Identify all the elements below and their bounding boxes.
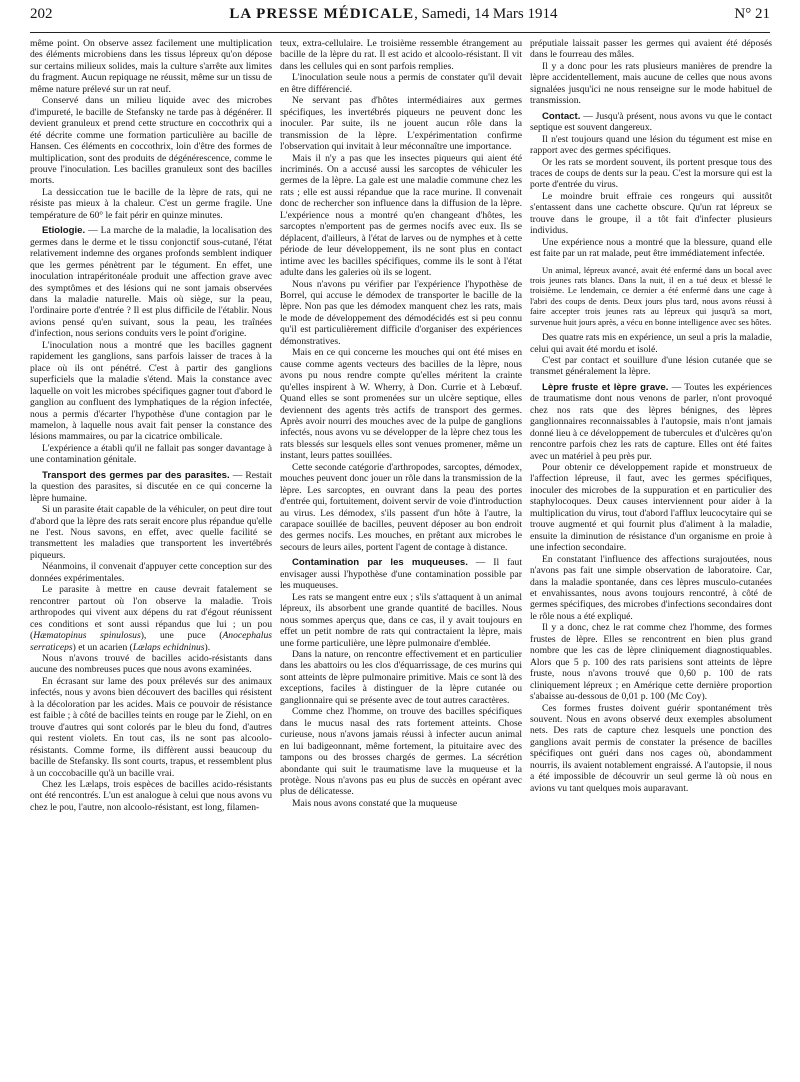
paragraph: L'inoculation nous a montré que les bacilles gagnent rapidement les ganglions, sans parfois laisser de traces à la place où ils ont pénétré. C'est à partir des ganglions superficiels que la maladie s'étend. Mais la constance avec laquelle on voit les microbes spécifiques gagner tout d'abord le ganglion au confluent des lymphatiques de la région infectée, nous a permis d'écarter l'hypothèse d'une contagion par le mamelon, à laquelle nous avait fait penser la constance des lésions mammaires, ou par la cicatrice ombilicale. xyxy=(30,339,272,443)
column-middle xyxy=(280,38,522,1074)
paragraph: Cette seconde catégorie d'arthropodes, sarcoptes, démodex, mouches peuvent donc jouer un rôle dans la transmission de la lèpre. Les sarcoptes, en ouvrant dans la peau des portes d'entrée qui, fortuitement, doivent servir de voie d'introduction au virus. Les démodex, s'ils passent d'un hôte à l'autre, la carapace souillée de bacilles, peuvent déposer au bon endroit des germes nocifs. Les mouches, en prêtant aux microbes le secours de leurs ailes, portent l'agent de contage à distance. xyxy=(280,461,522,553)
section-heading: Contamination par les muqueuses. xyxy=(292,557,468,569)
paragraph: Mais il n'y a pas que les insectes piqueurs qui aient été incriminés. On a accusé aussi les sarcoptes de véhiculer les germes de la lèpre. La gale est une maladie commune chez les rats ; elle est aussi répandue que la race murine. Il convenait donc de rechercher son influence dans la diffusion de la lèpre. L'expérience nous a montré qu'en changeant d'hôtes, les sarcoptes n'emportent pas de germes nocifs avec eux. Ils se déplacent, d'ailleurs, à l'état de larves ou de nymphes et à cette période de leur développement, ils ne sont plus en contact intime avec les bacilles spécifiques, comme ils le sont à l'état adulte dans les galeries où ils se logent. xyxy=(280,152,522,279)
paragraph: teux, extra-cellulaire. Le troisième ressemble étrangement au bacille de la lèpre du rat. Il est acido et alcoolo-résistant. Il vit dans les cellules qui en sont parfois remplies. xyxy=(280,38,522,72)
paragraph: Conservé dans un milieu liquide avec des microbes d'impureté, le bacille de Stefansky ne tarde pas à dégénérer. Il devient granuleux et prend cette structure en coccothrix qui a été décrite comme une formation particulière au bacille de Hansen. Ces éléments en coccothrix, loin d'être des formes de multiplication, sont des produits de dégénérescence, comme le prouve l'inoculation. Les bacilles granuleux sont des bacilles morts. xyxy=(30,95,272,187)
paragraph: Nous n'avons trouvé de bacilles acido-résistants dans aucune des nombreuses puces que nous avons examinées. xyxy=(30,653,272,676)
paragraph: Il n'est toujours quand une lésion du tégument est mise en rapport avec des germes spécifiques. xyxy=(530,133,772,157)
section-paragraph: Transport des germes par des parasites. — Restait la question des parasites, si discutée en ce qui concerne la lèpre humaine. xyxy=(30,469,272,504)
paragraph: Dans la nature, on rencontre effectivement et en particulier dans les abattoirs ou les clos d'équarrissage, de ces murins qui sont atteints de lèpre pulmonaire primitive. Mais ce sont là des exceptions, faciles à distinguer de la lèpre cutanée ou ganglionnaire qui se présente avec de tout autres caractères. xyxy=(280,649,522,706)
paragraph: Pour obtenir ce développement rapide et monstrueux de l'affection lépreuse, il faut, avec les germes spécifiques, inoculer des microbes de la suppuration et en particulier des staphylocoques. Deux causes interviennent pour aider à la multiplication du virus, tout d'abord l'afflux leucocytaire qui se trouve augmenté et qui fournit plus d'aliment à la maladie, ensuite la diminution de résistance d'un organisme en proie à une infection secondaire. xyxy=(530,462,772,554)
paragraph: Ne servant pas d'hôtes intermédiaires aux germes spécifiques, les invertébrés piqueurs ne peuvent donc les inoculer. Par suite, ils ne jouent aucun rôle dans la transmission de la lèpre. L'expérimentation confirme l'observation qui invitait à leur méconnaître une importance. xyxy=(280,95,522,153)
paragraph: Il y a donc pour les rats plusieurs manières de prendre la lèpre accidentellement, mais aucune de celles que nous avons signalées jusqu'ici ne nous renseigne sur le mode habituel de transmission. xyxy=(530,60,772,107)
paragraph: Or les rats se mordent souvent, ils portent presque tous des traces de coups de dents sur la peau. C'est la morsure qui est la porte d'entrée du virus. xyxy=(530,156,772,191)
section-paragraph: Lèpre fruste et lèpre grave. — Toutes les expériences de traumatisme dont nous venons de parler, n'ont provoqué chez nos rats que des lèpres bénignes, des lèpres ganglionnaires reconnaissables à l'autopsie, mais n'ont jamais donné lieu à ce développement de tubercules et d'ulcères qu'on rencontre parfois chez les rats de capture. Elles ont été faites avec un matériel à peu près pur. xyxy=(530,381,772,462)
paragraph: Chez les Lælaps, trois espèces de bacilles acido-résistants ont été rencontrés. L'un est analogue à celui que nous avons vu chez le pou, l'autre, non alcoolo-résistant, est long, filamen- xyxy=(30,779,272,813)
issue-number: N° 21 xyxy=(734,6,770,22)
paragraph: En constatant l'influence des affections surajoutées, nous n'avons pas fait une simple observation de laboratoire. Car, dans la maladie spontanée, dans ces lèpres musculo-cutanées et envahissantes, nous avons toujours rencontré, à côté de germes spécifiques, des microbes d'infections secondaires dont le rôle nous a été expliqué. xyxy=(530,553,772,622)
paragraph: L'expérience a établi qu'il ne fallait pas songer davantage à une contamination génitale. xyxy=(30,442,272,466)
paragraph: Une expérience nous a montré que la blessure, quand elle est faite par un rat malade, peut être immédiatement infectée. xyxy=(530,236,772,260)
section-heading: Transport des germes par des parasites. xyxy=(42,469,230,481)
paragraph: En écrasant sur lame des poux prélevés sur des animaux infectés, nous y avons bien découvert des bacilles qui résistent à la décoloration par les acides. Mais ce pouvoir de résistance est faible ; à côté de bacilles teints en rouge par le Ziehl, on en trouve d'autres qui sont colorés par le bleu du fond, d'autres qui restent violets. En tout cas, ils ne sont pas alcoolo-résistants. Comme forme, ils diffèrent aussi beaucoup du bacille de Stefansky. Ils sont courts, trapus, et ressemblent plus à un coccobacille qu'à un bacille vrai. xyxy=(30,675,272,779)
section-heading: Etiologie. xyxy=(42,225,86,237)
paragraph: La dessiccation tue le bacille de la lèpre de rats, qui ne résiste pas mieux à la chaleur. C'est un germe fragile. Une température de 60° le fait périr en quinze minutes. xyxy=(30,186,272,221)
paragraph: Les rats se mangent entre eux ; s'ils s'attaquent à un animal lépreux, ils absorbent une grande quantité de bacilles. Nous nous sommes aperçus que, dans ce cas, il y avait toujours en effet un petit nombre de rats qui contractaient la lèpre, mais une forme particulière, une lèpre pulmonaire d'emblée. xyxy=(280,591,522,649)
paragraph: Il y a donc, chez le rat comme chez l'homme, des formes frustes de lèpre. Elles se rencontrent en bien plus grand nombre que les cas de lèpre cliniquement diagnostiquables. Alors que 5 p. 100 des rats parisiens sont atteints de lèpre fruste, nous n'avons trouvé que 0,60 p. 100 de rats cliniquement lépreux ; en Amérique cette dernière proportion s'abaisse au-dessous de 0,01 p. 100 (Mc Coy). xyxy=(530,622,772,703)
paragraph: Le parasite à mettre en cause devrait fatalement se rencontrer partout où l'on observe la maladie. Trois arthropodes qui vivent aux dépens du rat d'égout réunissent ces conditions et sont aussi répandus que lui ; un pou (Hæmatopinus spinulosus), une puce (Anocephalus serraticeps) et un acarien (Lælaps echidninus). xyxy=(30,584,272,653)
paragraph: L'inoculation seule nous a permis de constater qu'il devait en être différencié. xyxy=(280,72,522,95)
paragraph: Ces formes frustes doivent guérir spontanément très souvent. Nous en avons observé deux exemples absolument nets. Des rats de capture chez lesquels une ponction des ganglions avait permis de constater la présence de bacilles spécifiques ont guéri dans nos cages où, abondamment nourris, ils avaient notablement engraissé. A l'autopsie, il nous a été impossible de découvrir un seul germe là où nous en avions vu tant quelques mois auparavant. xyxy=(530,702,772,794)
paragraph: Si un parasite était capable de la véhiculer, on peut dire tout d'abord que la lèpre des rats serait encore plus répandue qu'elle ne l'est. Nous savons, en effet, avec quelle facilité se transmettent les maladies que transportent les invertébrés piqueurs. xyxy=(30,504,272,561)
section-paragraph: Contamination par les muqueuses. — Il faut envisager aussi l'hypothèse d'une contamination possible par les muqueuses. xyxy=(280,557,522,592)
paragraph: Comme chez l'homme, on trouve des bacilles spécifiques dans le mucus nasal des rats fortement atteints. Chose curieuse, nous n'avons jamais réussi à infecter aucun animal en lui badigeonnant, même fortement, la pituitaire avec des tampons ou des brosses chargés de germes. La sécrétion abondante qui suit le traumatisme lave la muqueuse et la protège. Nous n'avons pas eu plus de succès en opérant avec plus de délicatesse. xyxy=(280,706,522,798)
paragraph: Mais nous avons constaté que la muqueuse xyxy=(292,797,458,809)
species-name: Anocephalus serraticeps xyxy=(30,630,272,653)
column-left xyxy=(30,38,272,1074)
experiment-note: Un animal, lépreux avancé, avait été enfermé dans un bocal avec trois jeunes rats blancs. Dans la nuit, il en a tué deux et blessé le troisième. Le lendemain, ce dernier a été enfermé dans une cage à l'abri des coups de dents. Deux jours plus tard, nous avons réussi à faire accepter trois jeunes rats au lépreux qui jusqu'à sa mort, survenue huit jours après, a vécu en bonne intelligence avec ses hôtes. xyxy=(530,264,772,327)
section-heading: Lèpre fruste et lèpre grave. xyxy=(542,381,669,393)
paragraph: Mais en ce qui concerne les mouches qui ont été mises en cause comme agents vecteurs des bacilles de la lèpre, nous avons pu nous rendre compte qu'elles méritent la crainte qu'elles inspirent à W. Wherry, à Don. Currie et à Lebœuf. Quand elles se sont promenées sur un ulcère septique, elles deviennent des agents très actifs de transport des germes. Après avoir nourri des mouches avec de la pulpe de ganglions infectés, nous avons vu se développer de la lèpre chez tous les rats blessés sur lesquels elles sont venues promener, même un instant, leurs pattes souillées. xyxy=(280,347,522,462)
paragraph: Des quatre rats mis en expérience, un seul a pris la maladie, celui qui avait été mordu et isolé. xyxy=(530,332,772,355)
paragraph: C'est par contact et souillure d'une lésion cutanée que se transmet généralement la lèpre. xyxy=(530,354,772,378)
issue-date: Samedi, 14 Mars 1914 xyxy=(421,6,558,22)
paragraph: même point. On observe assez facilement une multiplication des éléments microbiens dans les tissus lépreux qu'on dépose sur certains milieux solides, mais la culture s'arrête aux limites du fragment. Aucun repiquage ne réussit, même sur un tissu de même nature prélevé sur un rat neuf. xyxy=(30,38,272,95)
section-paragraph: Contact. — Jusqu'à présent, nous avons vu que le contact septique est souvent dangereux. xyxy=(530,110,772,134)
paragraph: Néanmoins, il convenait d'appuyer cette conception sur des données expérimentales. xyxy=(30,561,272,584)
paragraph: préputiale laissait passer les germes qui avaient été déposés dans le fourreau des mâles. xyxy=(530,38,772,61)
column-right xyxy=(530,38,772,1074)
journal-header: LA PRESSE MÉDICALE, Samedi, 14 Mars 1914 xyxy=(229,6,558,22)
paragraph: Nous n'avons pu vérifier par l'expérience l'hypothèse de Borrel, qui accuse le démodex de transporter le bacille de la lèpre. Non pas que les démodex manquent chez les rats, mais le mode de développement des démodécidés est si peu connu qu'il est particulièrement difficile d'organiser des expériences démonstratives. xyxy=(280,278,522,347)
article-body xyxy=(30,38,772,1074)
species-name: Lælaps echidninus xyxy=(132,641,205,653)
species-name: Hæmatopinus spinulosus xyxy=(33,630,141,642)
page-number: 202 xyxy=(30,6,53,22)
section-paragraph: Etiologie. — La marche de la maladie, la localisation des germes dans le derme et le tissu conjonctif sous-cutané, l'état relativement indemne des organes profonds semblent indiquer que les germes pénètrent par le tégument. En effet, une inoculation intrapéritonéale produit une affection grave avec des symptômes et des lésions qui ne sont jamais observées dans la maladie naturelle. Mais où siège, sur la peau, l'ordinaire porte d'entrée ? Il est plus difficile de l'établir. Nous avions pensé qu'en suivant, sous la peau, les traînées d'infection, nous serions conduits vers le point d'origine. xyxy=(30,225,272,340)
paragraph: Le moindre bruit effraie ces rongeurs qui aussitôt s'entassent dans une cachette obscure. Qu'un rat lépreux se trouve dans le groupe, il a tôt fait d'infecter plusieurs individus. xyxy=(530,190,772,237)
running-header xyxy=(30,6,770,33)
journal-title: LA PRESSE MÉDICALE xyxy=(229,6,415,22)
section-heading: Contact. xyxy=(542,110,581,122)
